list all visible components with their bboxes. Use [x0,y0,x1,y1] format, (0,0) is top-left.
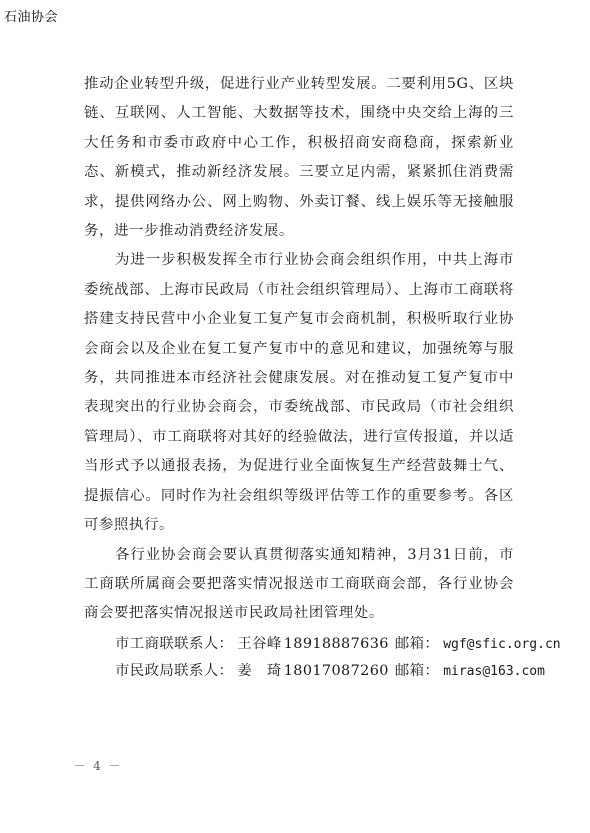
paragraph-mechanism: 为进一步积极发挥全市行业协会商会组织作用，中共上海市委统战部、上海市民政局（市社会组织管理局）、上海市工商联将搭建支持民营中小企业复工复产复市会商机制，积极听取行业协会商会以及企业在复工复产复市中的意见和建议，加强统筹与服务，共同推进本市经济社会健康发展。对在推动复工复产复市中表现突出的行业协会商会，市委统战部、市民政局（市社会组织管理局）、市工商联将对其好的经验做法，进行宣传报道，并以适当形式予以通报表扬，为促进行业全面恢复生产经营鼓舞士气、提振信心。同时作为社会组织等级评估等工作的重要参考。各区可参照执行。 [84,252,514,534]
contact-phone: 18918887636 [283,635,389,652]
page-number: － 4 － [73,759,123,773]
contact-label: 市工商联联系人： [115,635,234,652]
contact-line-civil-affairs [84,658,545,685]
contact-phone: 18017087260 [283,662,389,679]
contact-name: 姜 琦 [237,662,282,679]
paragraph-deadline: 各行业协会商会要认真贯彻落实通知精神，3月31日前，市工商联所属商会要把落实情况报送市工商联商会部，各行业协会商会要把落实情况报送市民政局社团管理处。 [84,546,514,622]
watermark-label: 石油协会 [4,10,59,25]
contact-list [84,631,561,685]
contact-email: wgf@sfic.org.cn [443,636,561,652]
contact-name: 王谷峰 [237,635,282,652]
contact-email-label: 邮箱： [394,662,440,679]
contact-email-label: 邮箱： [394,635,440,652]
contact-label: 市民政局联系人： [115,662,234,679]
paragraph-continuation: 推动企业转型升级，促进行业产业转型发展。二要利用5G、区块链、互联网、人工智能、大数据等技术，围绕中央交给上海的三大任务和市委市政府中心工作，积极招商安商稳商，探索新业态、新模式，推动新经济发展。三要立足内需，紧紧抓住消费需求，提供网络办公、网上购物、外卖订餐、线上娱乐等无接触服务，进一步推动消费经济发展。 [84,76,514,240]
contact-email: miras@163.com [443,663,545,679]
contact-line-fic [84,631,561,658]
document-body [84,70,561,685]
